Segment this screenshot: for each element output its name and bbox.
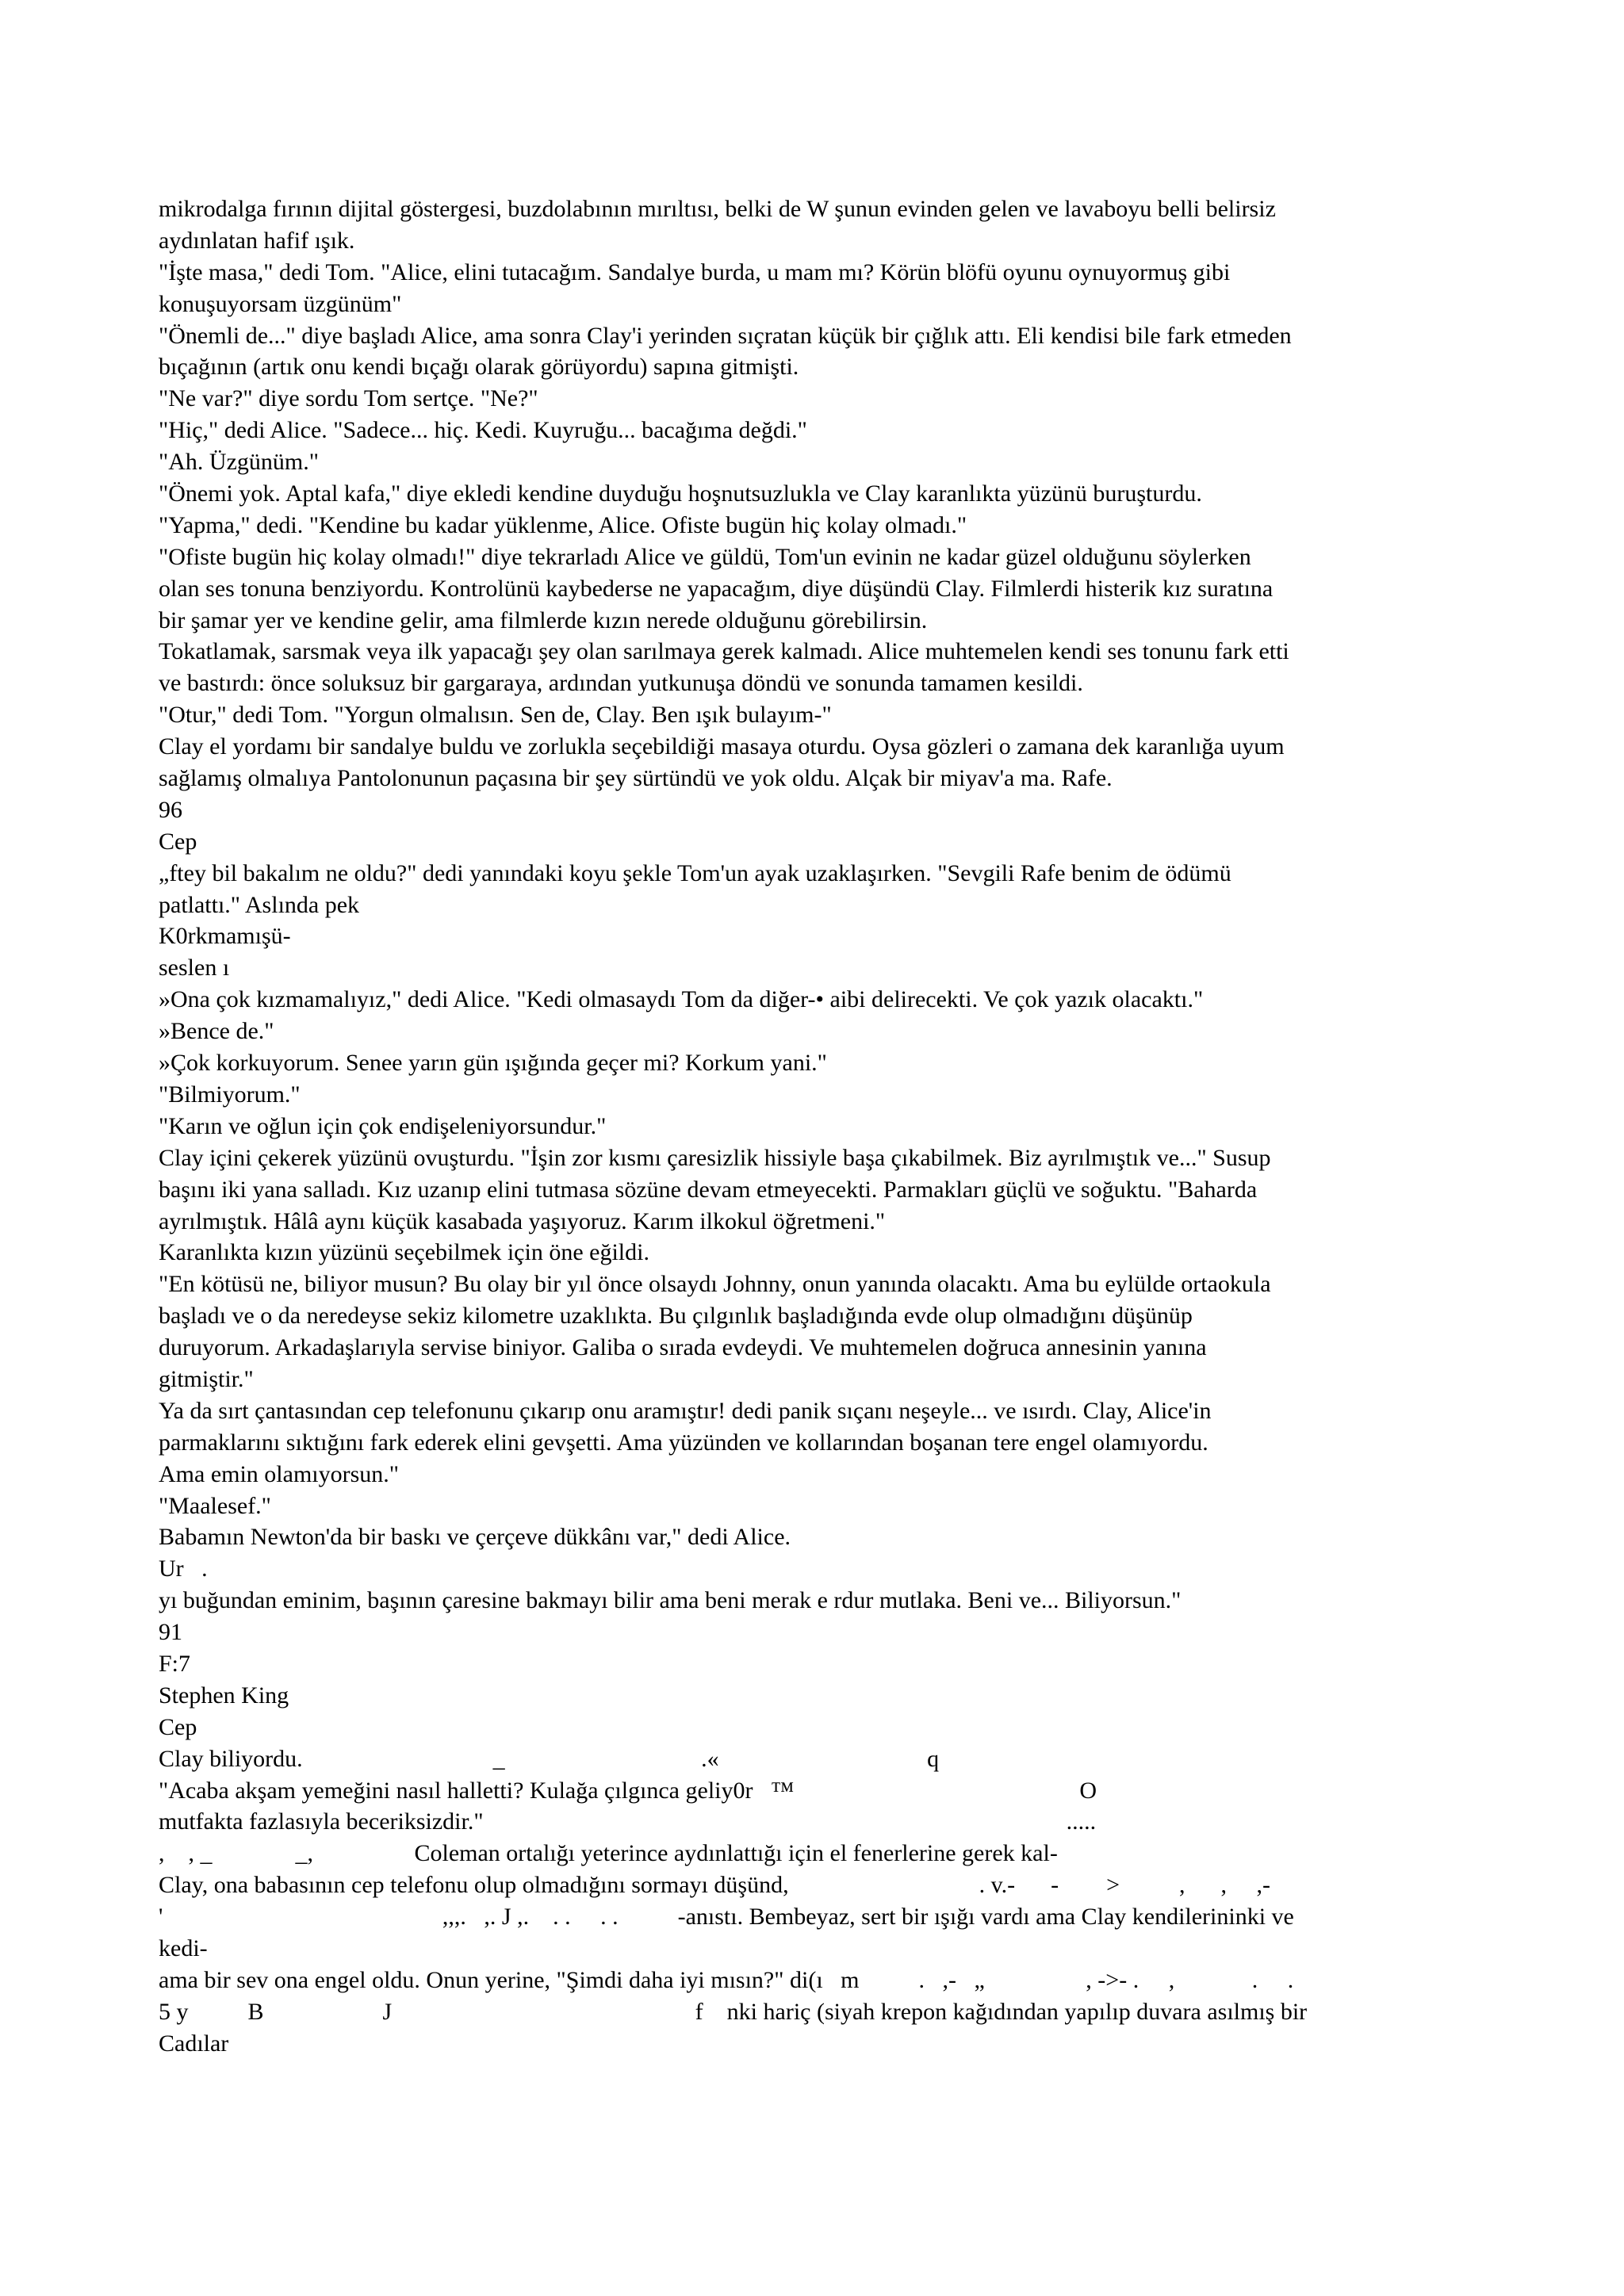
body-text	[159, 193, 1491, 2060]
text-line: "Hiç," dedi Alice. "Sadece... hiç. Kedi. Kuyruğu... bacağıma değdi."	[159, 417, 807, 444]
text-line: Tokatlamak, sarsmak veya ilk yapacağı şey olan sarılmaya gerek kalmadı. Alice muhtemelen kendi ses tonunu fark etti	[159, 638, 1289, 665]
text-line: duruyorum. Arkadaşlarıyla servise biniyor. Galiba o sırada evdeydi. Ve muhtemelen doğruca annesinin yanına	[159, 1334, 1207, 1361]
text-line: sağlamış olmalıya Pantolonunun paçasına bir şey sürtündü ve yok oldu. Alçak bir miyav'a ma. Rafe.	[159, 765, 1113, 792]
text-line: "Önemi yok. Aptal kafa," diye ekledi kendine duyduğu hoşnutsuzlukla ve Clay karanlıkta yüzünü buruşturdu.	[159, 480, 1202, 507]
text-line: Karanlıkta kızın yüzünü seçebilmek için öne eğildi.	[159, 1239, 649, 1266]
text-line: 96	[159, 796, 182, 823]
text-line: yı buğundan eminim, başının çaresine bakmayı bilir ama beni merak e rdur mutlaka. Beni ve... Biliyorsun."	[159, 1587, 1182, 1614]
text-line: Clay biliyordu. _ .« q	[159, 1745, 940, 1772]
text-line: başladı ve o da neredeyse sekiz kilometre uzaklıkta. Bu çılgınlık başladığında evde olup olmadığını düşünüp	[159, 1303, 1193, 1330]
text-line: mikrodalga fırının dijital göstergesi, buzdolabının mırıltısı, belki de W şunun evinden gelen ve lavaboyu belli belirsiz	[159, 196, 1276, 222]
text-line: »Çok korkuyorum. Senee yarın gün ışığında geçer mi? Korkum yani."	[159, 1050, 827, 1077]
text-line: Ya da sırt çantasından cep telefonunu çıkarıp onu aramıştır! dedi panik sıçanı neşeyle... ve ısırdı. Clay, Alice'in	[159, 1397, 1212, 1424]
text-line: bir şamar yer ve kendine gelir, ama filmlerde kızın nerede olduğunu görebilirsin.	[159, 607, 928, 633]
text-line: "Önemli de..." diye başladı Alice, ama sonra Clay'i yerinden sıçratan küçük bir çığlık attı. Eli kendisi bile fark etmeden	[159, 322, 1292, 349]
text-line: "Ne var?" diye sordu Tom sertçe. "Ne?"	[159, 385, 538, 412]
text-line: "Karın ve oğlun için çok endişeleniyorsundur."	[159, 1112, 607, 1139]
text-line: 5 y B J f nki hariç (siyah krepon kağıdından yapılıp duvara asılmış bir	[159, 1998, 1308, 2025]
text-line: Ur .	[159, 1556, 208, 1582]
text-line: başını iki yana salladı. Kız uzanıp elini tutmasa sözüne devam etmeyecekti. Parmakları güçlü ve soğuktu. "Baharda	[159, 1176, 1258, 1203]
text-line: Ama emin olamıyorsun."	[159, 1460, 400, 1487]
text-line: konuşuyorsam üzgünüm"	[159, 290, 402, 317]
text-line: parmaklarını sıktığını fark ederek elini gevşetti. Ama yüzünden ve kollarından boşanan tere engel olamıyordu.	[159, 1429, 1208, 1456]
text-line: patlattı." Aslında pek	[159, 891, 360, 918]
text-line: mutfakta fazlasıyla beceriksizdir." .....	[159, 1808, 1097, 1835]
text-line: Cep	[159, 828, 197, 855]
text-line: »Ona çok kızmamalıyız," dedi Alice. "Kedi olmasaydı Tom da diğer-• aibi delirecekti. Ve çok yazık olacaktı."	[159, 986, 1204, 1013]
text-line: "Ah. Üzgünüm."	[159, 449, 319, 476]
text-line: "Otur," dedi Tom. "Yorgun olmalısın. Sen de, Clay. Ben ışık bulayım-"	[159, 702, 832, 729]
text-line: F:7	[159, 1650, 191, 1677]
text-line: "Maalesef."	[159, 1492, 271, 1519]
text-line: 91	[159, 1619, 182, 1646]
text-line: ve bastırdı: önce soluksuz bir gargaraya, ardından yutkunuşa döndü ve sonunda tamamen kesildi.	[159, 670, 1083, 697]
text-line: Stephen King	[159, 1682, 289, 1709]
text-line: ' ,,,. ,. J ,. . . . . -anıstı. Bembeyaz, sert bir ışığı vardı ama Clay kendilerininki ve	[159, 1904, 1294, 1931]
text-line: Clay el yordamı bir sandalye buldu ve zorlukla seçebildiği masaya oturdu. Oysa gözleri o zamana dek karanlığa uyum	[159, 733, 1285, 760]
text-line: , , _ _, Coleman ortalığı yeterince aydınlattığı için el fenerlerine gerek kal-	[159, 1840, 1058, 1867]
text-line: Cadılar	[159, 2030, 229, 2057]
text-line: ayrılmıştık. Hâlâ aynı küçük kasabada yaşıyoruz. Karım ilkokul öğretmeni."	[159, 1207, 886, 1234]
text-line: „ftey bil bakalım ne oldu?" dedi yanındaki koyu şekle Tom'un ayak uzaklaşırken. "Sevgili Rafe benim de ödümü	[159, 859, 1231, 886]
text-line: K0rkmamışü-	[159, 923, 291, 950]
text-line: bıçağının (artık onu kendi bıçağı olarak görüyordu) sapına gitmişti.	[159, 354, 799, 381]
text-line: "Yapma," dedi. "Kendine bu kadar yüklenme, Alice. Ofiste bugün hiç kolay olmadı."	[159, 511, 967, 538]
text-line: gitmiştir."	[159, 1365, 254, 1392]
text-line: "Bilmiyorum."	[159, 1081, 301, 1108]
text-line: "İşte masa," dedi Tom. "Alice, elini tutacağım. Sandalye burda, u mam mı? Körün blöfü oyunu oynuyormuş gibi	[159, 258, 1231, 285]
text-line: Clay, ona babasının cep telefonu olup olmadığını sormayı düşünd, . v.- - > , , ,-	[159, 1872, 1271, 1899]
text-line: aydınlatan hafif ışık.	[159, 227, 355, 254]
text-line: ama bir sev ona engel oldu. Onun yerine, "Şimdi daha iyi mısın?" di(ı m . ,- „ , ->- . , . .	[159, 1966, 1294, 1993]
text-line: seslen ı	[159, 955, 230, 982]
text-line: "En kötüsü ne, biliyor musun? Bu olay bir yıl önce olsaydı Johnny, onun yanında olacaktı. Ama bu eylülde ortaokula	[159, 1271, 1271, 1298]
text-line: "Acaba akşam yemeğini nasıl halletti? Kulağa çılgınca geliy0r ™ O	[159, 1777, 1097, 1804]
text-line: »Bence de."	[159, 1018, 274, 1045]
text-line: Babamın Newton'da bir baskı ve çerçeve dükkânı var," dedi Alice.	[159, 1524, 791, 1551]
text-line: Cep	[159, 1713, 197, 1740]
text-line: Clay içini çekerek yüzünü ovuşturdu. "İşin zor kısmı çaresizlik hissiyle başa çıkabilmek. Biz ayrılmıştık ve..." Susup	[159, 1144, 1271, 1171]
text-line: "Ofiste bugün hiç kolay olmadı!" diye tekrarladı Alice ve güldü, Tom'un evinin ne kadar güzel olduğunu söylerken	[159, 543, 1251, 570]
text-line: olan ses tonuna benziyordu. Kontrolünü kaybederse ne yapacağım, diye düşündü Clay. Filmlerdi histerik kız suratına	[159, 575, 1274, 602]
text-line: kedi-	[159, 1934, 208, 1961]
